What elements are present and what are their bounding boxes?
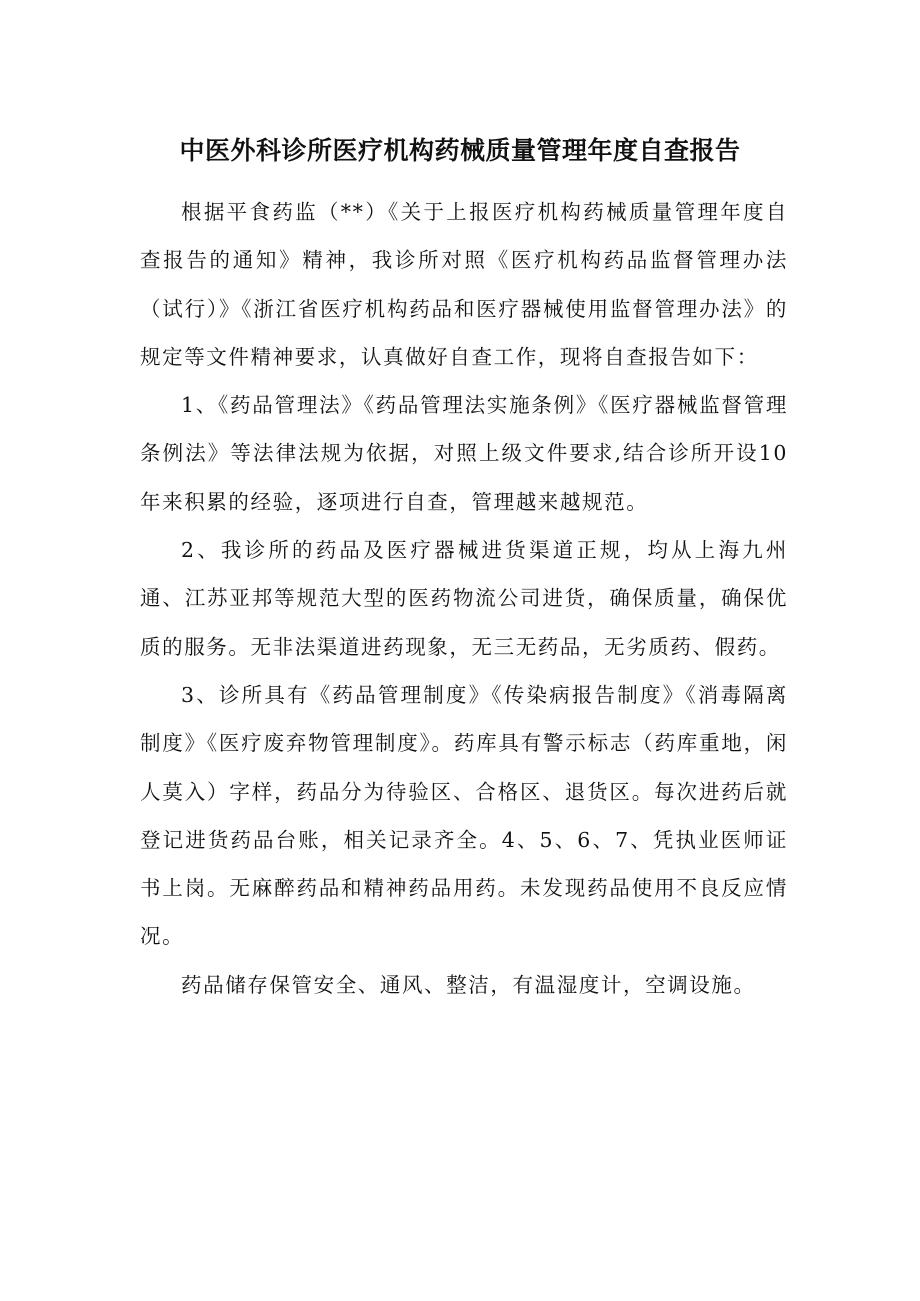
paragraph-item-1: 1、《药品管理法》《药品管理法实施条例》《医疗器械监督管理条例法》等法律法规为依据，对照上级文件要求,结合诊所开设10年来积累的经验，逐项进行自查，管理越来越规范。 (140, 393, 788, 514)
document-body (140, 188, 788, 1009)
paragraph-item-3: 3、诊所具有《药品管理制度》《传染病报告制度》《消毒隔离制度》《医疗废弃物管理制度》。药库具有警示标志（药库重地，闲人莫入）字样，药品分为待验区、合格区、退货区。每次进药后就登记进货药品台账，相关记录齐全。4、5、6、7、凭执业医师证书上岗。无麻醉药品和精神药品用药。未发现药品使用不良反应情况。 (140, 682, 788, 949)
document-title: 中医外科诊所医疗机构药械质量管理年度自查报告 (179, 136, 741, 165)
paragraph-intro: 根据平食药监（**）《关于上报医疗机构药械质量管理年度自查报告的通知》精神，我诊所对照《医疗机构药品监督管理办法（试行）》《浙江省医疗机构药品和医疗器械使用监督管理办法》的规定等文件精神要求，认真做好自查工作，现将自查报告如下： (140, 200, 788, 369)
paragraph-item-2: 2、我诊所的药品及医疗器械进货渠道正规，均从上海九州通、江苏亚邦等规范大型的医药物流公司进货，确保质量，确保优质的服务。无非法渠道进药现象，无三无药品，无劣质药、假药。 (140, 538, 788, 659)
paragraph-storage: 药品储存保管安全、通风、整洁，有温湿度计，空调设施。 (181, 972, 756, 997)
